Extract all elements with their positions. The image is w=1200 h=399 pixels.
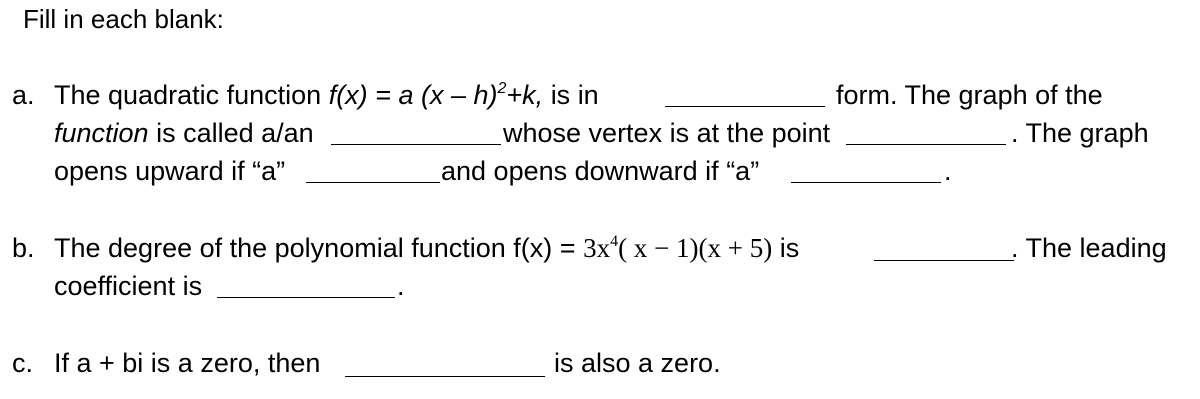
question-a-marker: a. xyxy=(12,80,35,110)
is-in-text: is in xyxy=(550,80,599,110)
question-a-line2 xyxy=(54,118,314,149)
zero-text: If a + bi is a zero, then xyxy=(54,348,321,378)
question-b-marker: b. xyxy=(12,233,35,263)
opens-upward-label: opens upward if “a” xyxy=(54,156,286,186)
degree-text: The degree of the polynomial function f(x) = xyxy=(54,233,576,263)
opens-downward-text: and opens downward if “a” xyxy=(441,156,760,186)
polynomial-expression xyxy=(583,233,772,263)
is-text: is xyxy=(779,233,800,263)
function-word: function xyxy=(54,118,149,148)
blank-leading-coefficient[interactable] xyxy=(217,297,395,298)
leading-text: . The leading xyxy=(1011,233,1167,263)
vertex-text: whose vertex is at the point xyxy=(503,118,831,148)
opens-upward-text xyxy=(54,156,285,187)
question-a-text: The quadratic function xyxy=(54,80,322,110)
blank-degree[interactable] xyxy=(874,260,1014,261)
blank-upward[interactable] xyxy=(306,182,440,183)
polynomial-factors: ( x − 1)(x + 5) xyxy=(618,233,773,263)
blank-graph-name[interactable] xyxy=(331,144,501,145)
question-b-end-period: . xyxy=(397,271,405,301)
question-c-marker: c. xyxy=(12,348,34,378)
instruction-text: Fill in each blank: xyxy=(23,4,224,34)
form-text: form. The graph of the xyxy=(836,80,1103,110)
question-a-line1 xyxy=(54,80,599,111)
the-graph-text: . The graph xyxy=(1011,118,1149,148)
blank-form[interactable] xyxy=(665,106,825,107)
question-a-end-period: . xyxy=(944,156,952,186)
polynomial-coefficient: 3x xyxy=(583,233,611,263)
coefficient-text: coefficient is xyxy=(54,271,203,301)
quadratic-exponent: 2 xyxy=(497,80,507,97)
quadratic-formula-end: +k, xyxy=(506,80,544,110)
quadratic-formula: f(x) = a (x – h) xyxy=(328,80,498,110)
also-zero-text: is also a zero. xyxy=(554,348,721,378)
question-b-line1 xyxy=(54,233,799,264)
blank-downward[interactable] xyxy=(791,182,941,183)
polynomial-exponent: 4 xyxy=(610,233,619,250)
blank-vertex[interactable] xyxy=(846,144,1006,145)
called-text: is called a/an xyxy=(156,118,314,148)
blank-conjugate[interactable] xyxy=(345,376,545,377)
